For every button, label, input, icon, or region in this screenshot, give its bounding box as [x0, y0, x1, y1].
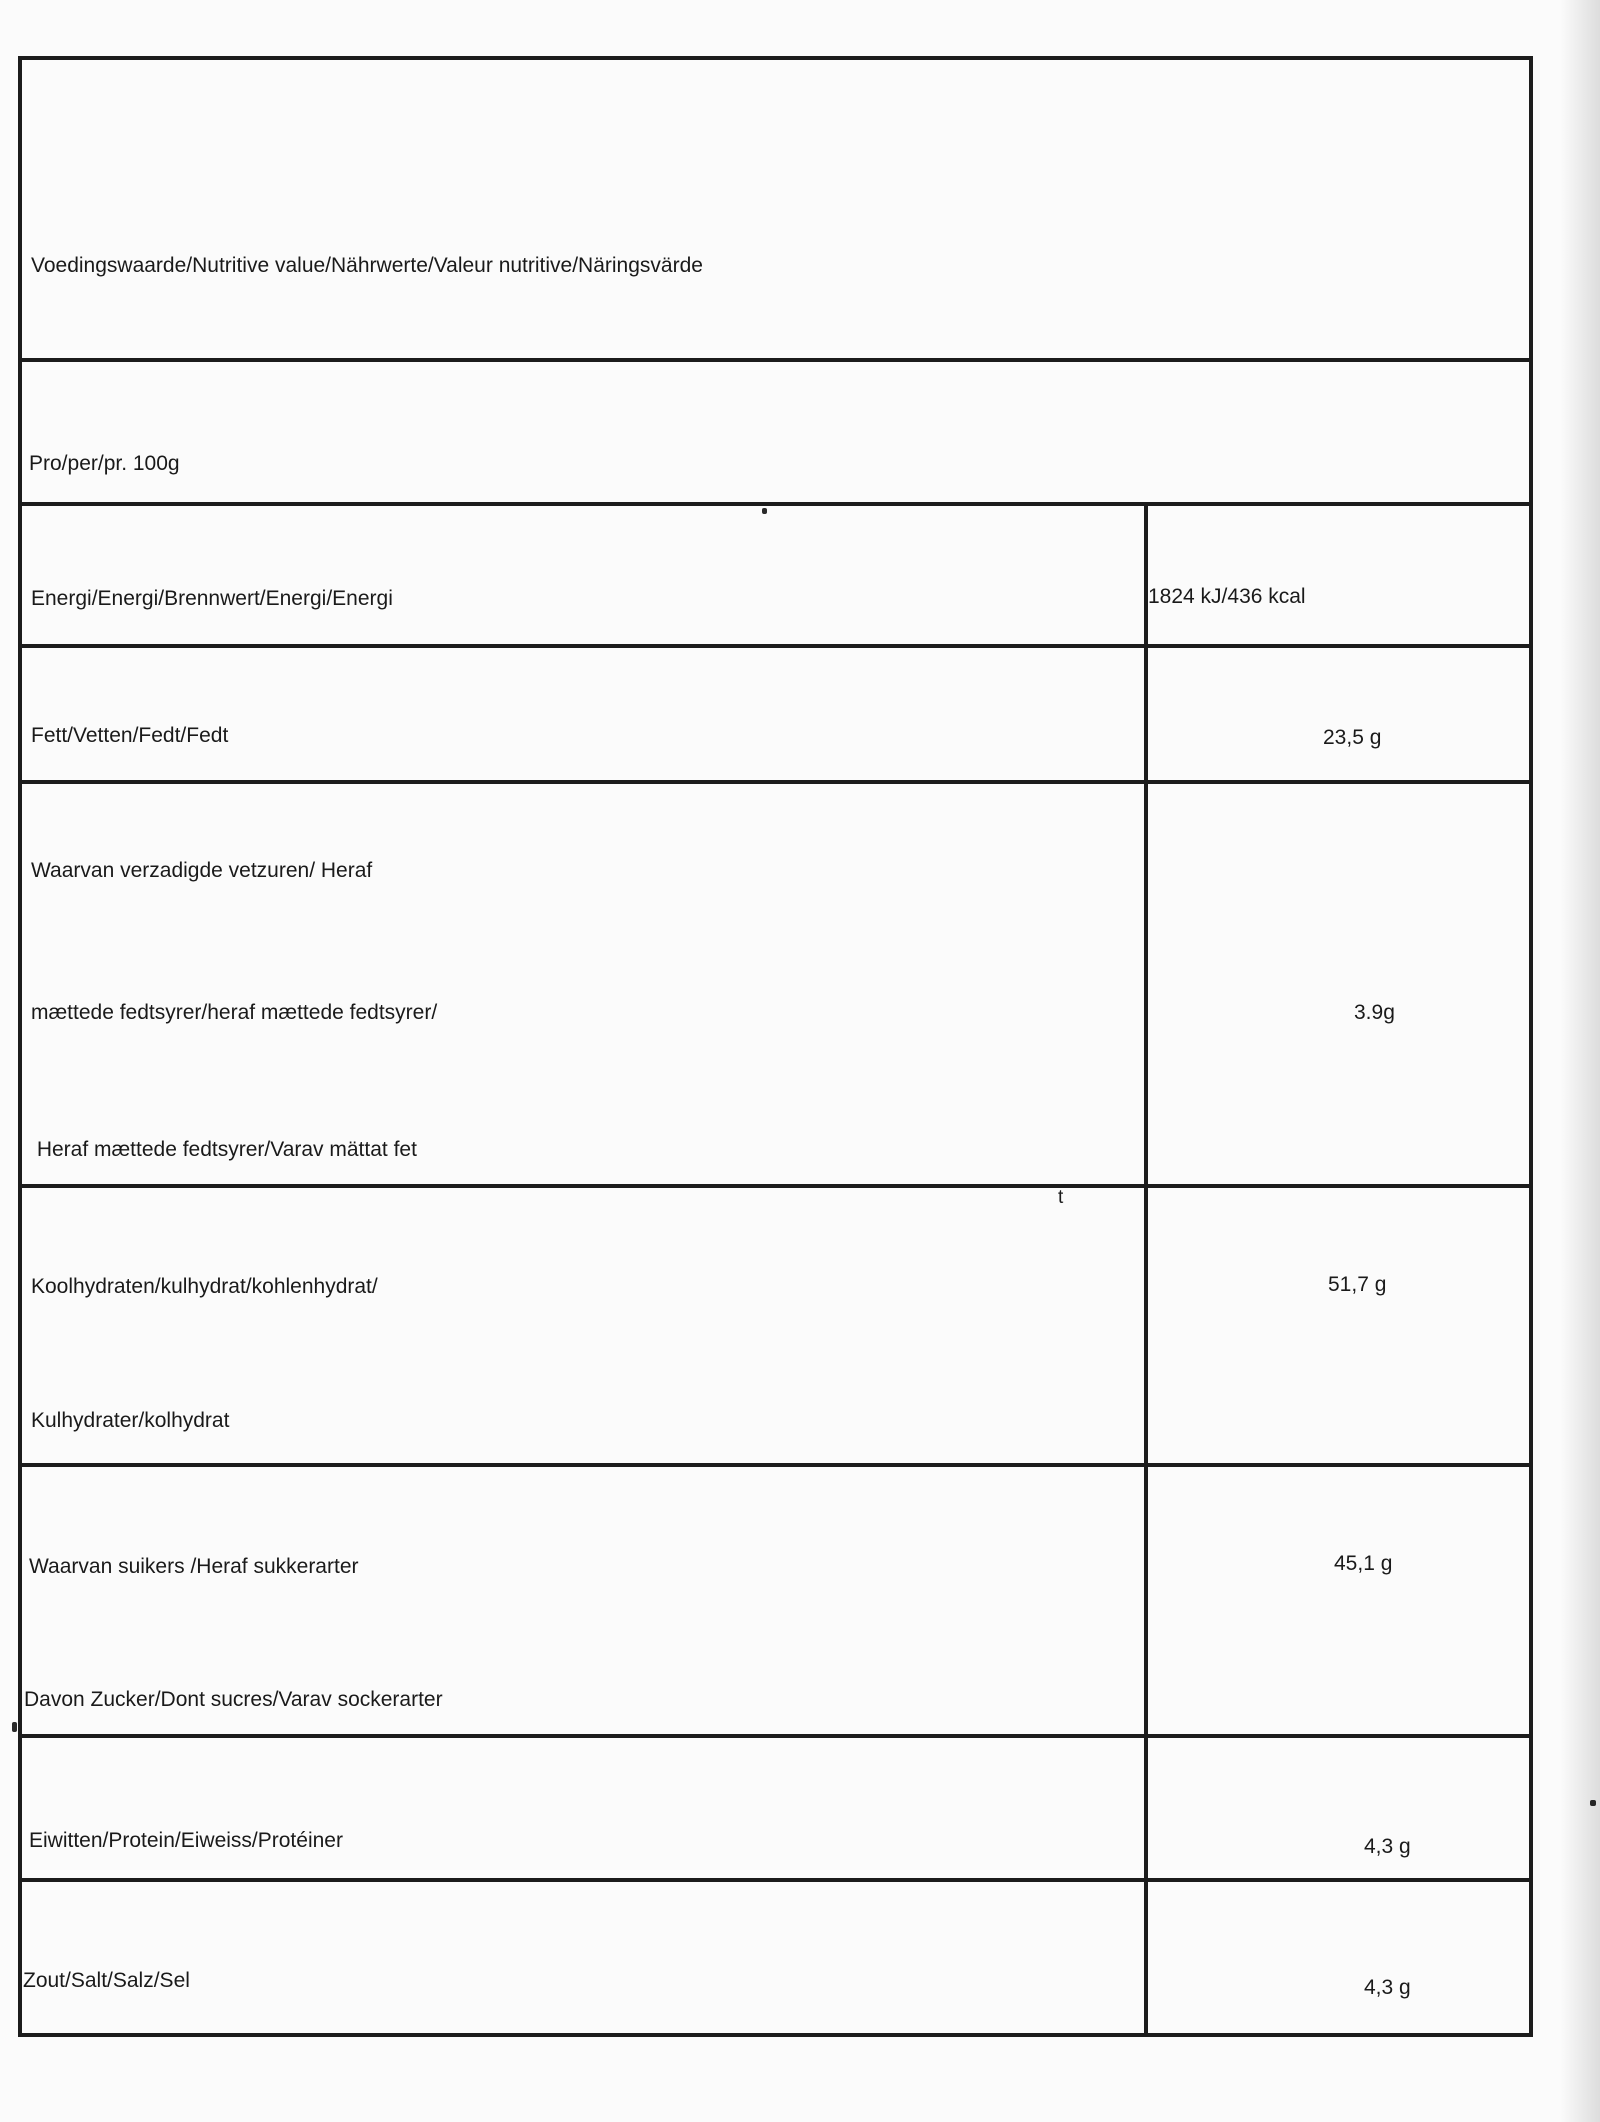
page-edge-shadow [1560, 0, 1600, 2122]
nutrient-value-saturated: 3.9g [1354, 1001, 1395, 1024]
nutrient-value-energy: 1824 kJ/436 kcal [1148, 585, 1306, 608]
nutrient-label-sugars-line2: Davon Zucker/Dont sucres/Varav sockerarter [24, 1688, 443, 1711]
nutrient-label-protein: Eiwitten/Protein/Eiweiss/Protéiner [29, 1829, 343, 1852]
nutrient-value-fat: 23,5 g [1323, 726, 1382, 749]
ink-speck [762, 508, 767, 514]
row-divider [18, 1878, 1533, 1882]
nutrient-value-salt: 4,3 g [1364, 1976, 1411, 1999]
nutrient-label-saturated-line2: mættede fedtsyrer/heraf mættede fedtsyrer/ [31, 1001, 438, 1024]
row-divider [18, 358, 1533, 362]
nutrient-label-salt: Zout/Salt/Salz/Sel [23, 1969, 190, 1992]
nutrient-label-sugars-line1: Waarvan suikers /Heraf sukkerarter [29, 1555, 359, 1578]
nutrient-label-saturated-line3: Heraf mættede fedtsyrer/Varav mättat fet [31, 1138, 417, 1161]
nutrient-value-protein: 4,3 g [1364, 1835, 1411, 1858]
nutrient-label-carbohydrate-line1: Koolhydraten/kulhydrat/kohlenhydrat/ [31, 1275, 378, 1298]
table-column-divider [1144, 502, 1148, 2036]
table-border-bottom [18, 2033, 1533, 2037]
ink-speck [12, 1722, 17, 1732]
row-divider [18, 644, 1533, 648]
row-divider [18, 1184, 1533, 1188]
nutrient-label-saturated-line1: Waarvan verzadigde vetzuren/ Heraf [31, 859, 373, 882]
stray-character: t [1058, 1187, 1064, 1208]
nutrient-value-carbohydrate: 51,7 g [1328, 1273, 1387, 1296]
nutrient-value-sugars: 45,1 g [1334, 1552, 1393, 1575]
row-divider [18, 780, 1533, 784]
per-unit-label: Pro/per/pr. 100g [29, 452, 180, 475]
table-title: Voedingswaarde/Nutritive value/Nährwerte/Valeur nutritive/Näringsvärde [31, 254, 703, 277]
table-border-right [1529, 56, 1533, 2036]
nutrient-label-energy: Energi/Energi/Brennwert/Energi/Energi [31, 587, 393, 610]
nutrient-label-carbohydrate-line2: Kulhydrater/kolhydrat [31, 1409, 230, 1432]
nutrient-label-fat: Fett/Vetten/Fedt/Fedt [31, 724, 229, 747]
row-divider [18, 1463, 1533, 1467]
table-border-top [20, 56, 1532, 60]
row-divider [18, 1734, 1533, 1738]
row-divider [18, 502, 1533, 506]
table-border-left [18, 56, 22, 2036]
